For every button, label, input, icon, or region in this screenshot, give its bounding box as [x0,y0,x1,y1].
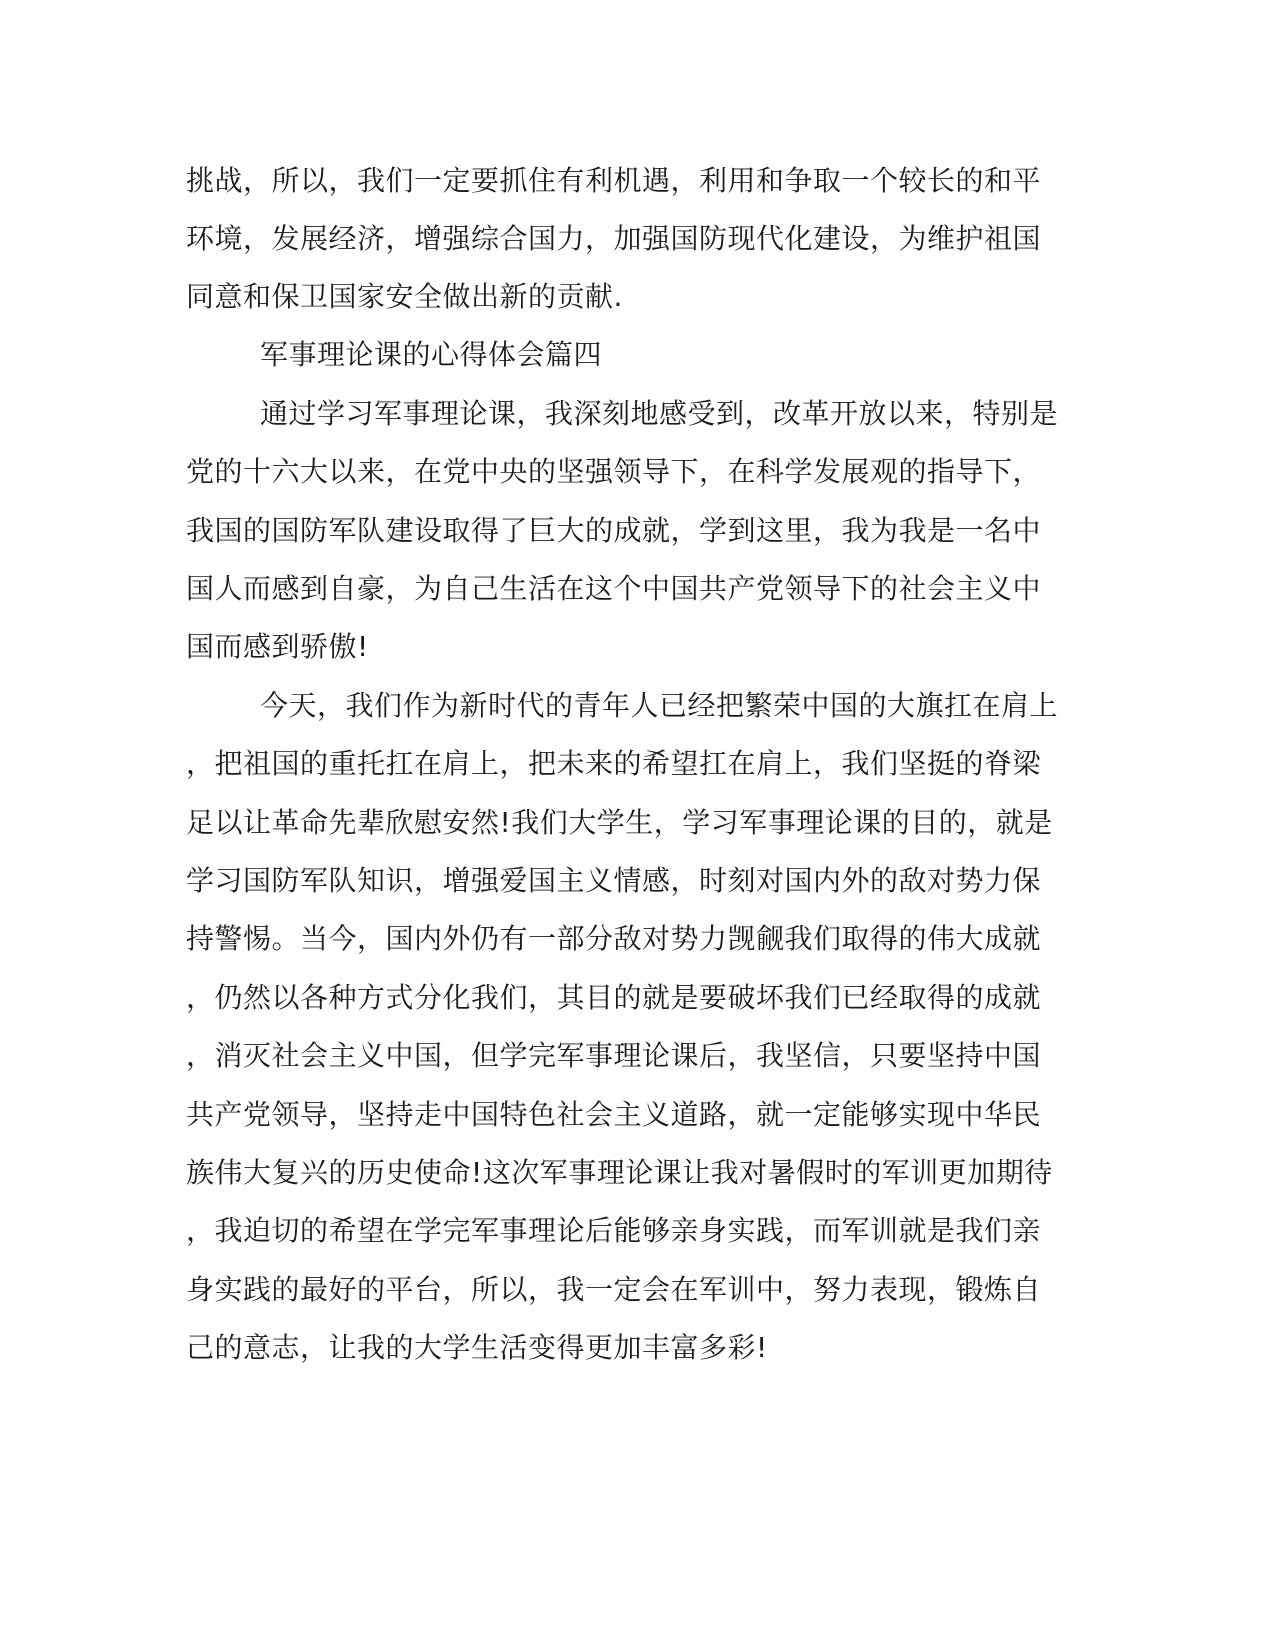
text-line: ，仍然以各种方式分化我们，其目的就是要破坏我们已经取得的成就 [186,981,1042,1014]
text-line: 挑战，所以，我们一定要抓住有利机遇，利用和争取一个较长的和平 [186,164,1042,197]
text-line: 我国的国防军队建设取得了巨大的成就，学到这里，我为我是一名中 [186,514,1042,547]
text-line: 学习国防军队知识，增强爱国主义情感，时刻对国内外的敌对势力保 [186,864,1042,897]
text-line: 同意和保卫国家安全做出新的贡献. [186,280,623,313]
section-heading: 军事理论课的心得体会篇四 [260,338,603,371]
text-line: 今天，我们作为新时代的青年人已经把繁荣中国的大旗扛在肩上 [260,689,1059,722]
text-line: 通过学习军事理论课，我深刻地感受到，改革开放以来，特别是 [260,397,1059,430]
text-line: 共产党领导，坚持走中国特色社会主义道路，就一定能够实现中华民 [186,1098,1042,1131]
text-line: 党的十六大以来，在党中央的坚强领导下，在科学发展观的指导下， [186,455,1042,488]
text-line: 国人而感到自豪，为自己生活在这个中国共产党领导下的社会主义中 [186,572,1042,605]
text-line: 足以让革命先辈欣慰安然!我们大学生，学习军事理论课的目的，就是 [186,806,1053,839]
text-line: 己的意志，让我的大学生活变得更加丰富多彩! [186,1331,768,1364]
text-line: ，消灭社会主义中国，但学完军事理论课后，我坚信，只要坚持中国 [186,1039,1042,1072]
text-line: ，把祖国的重托扛在肩上，把未来的希望扛在肩上，我们坚挺的脊梁 [186,747,1042,780]
text-line: 族伟大复兴的历史使命!这次军事理论课让我对暑假时的军训更加期待 [186,1156,1053,1189]
text-line: ，我迫切的希望在学完军事理论后能够亲身实践，而军训就是我们亲 [186,1214,1042,1247]
text-line: 身实践的最好的平台，所以，我一定会在军训中，努力表现，锻炼自 [186,1273,1042,1306]
text-line: 持警惕。当今，国内外仍有一部分敌对势力觊觎我们取得的伟大成就 [186,922,1042,955]
text-line: 国而感到骄傲! [186,630,369,663]
text-line: 环境，发展经济，增强综合国力，加强国防现代化建设，为维护祖国 [186,222,1042,255]
